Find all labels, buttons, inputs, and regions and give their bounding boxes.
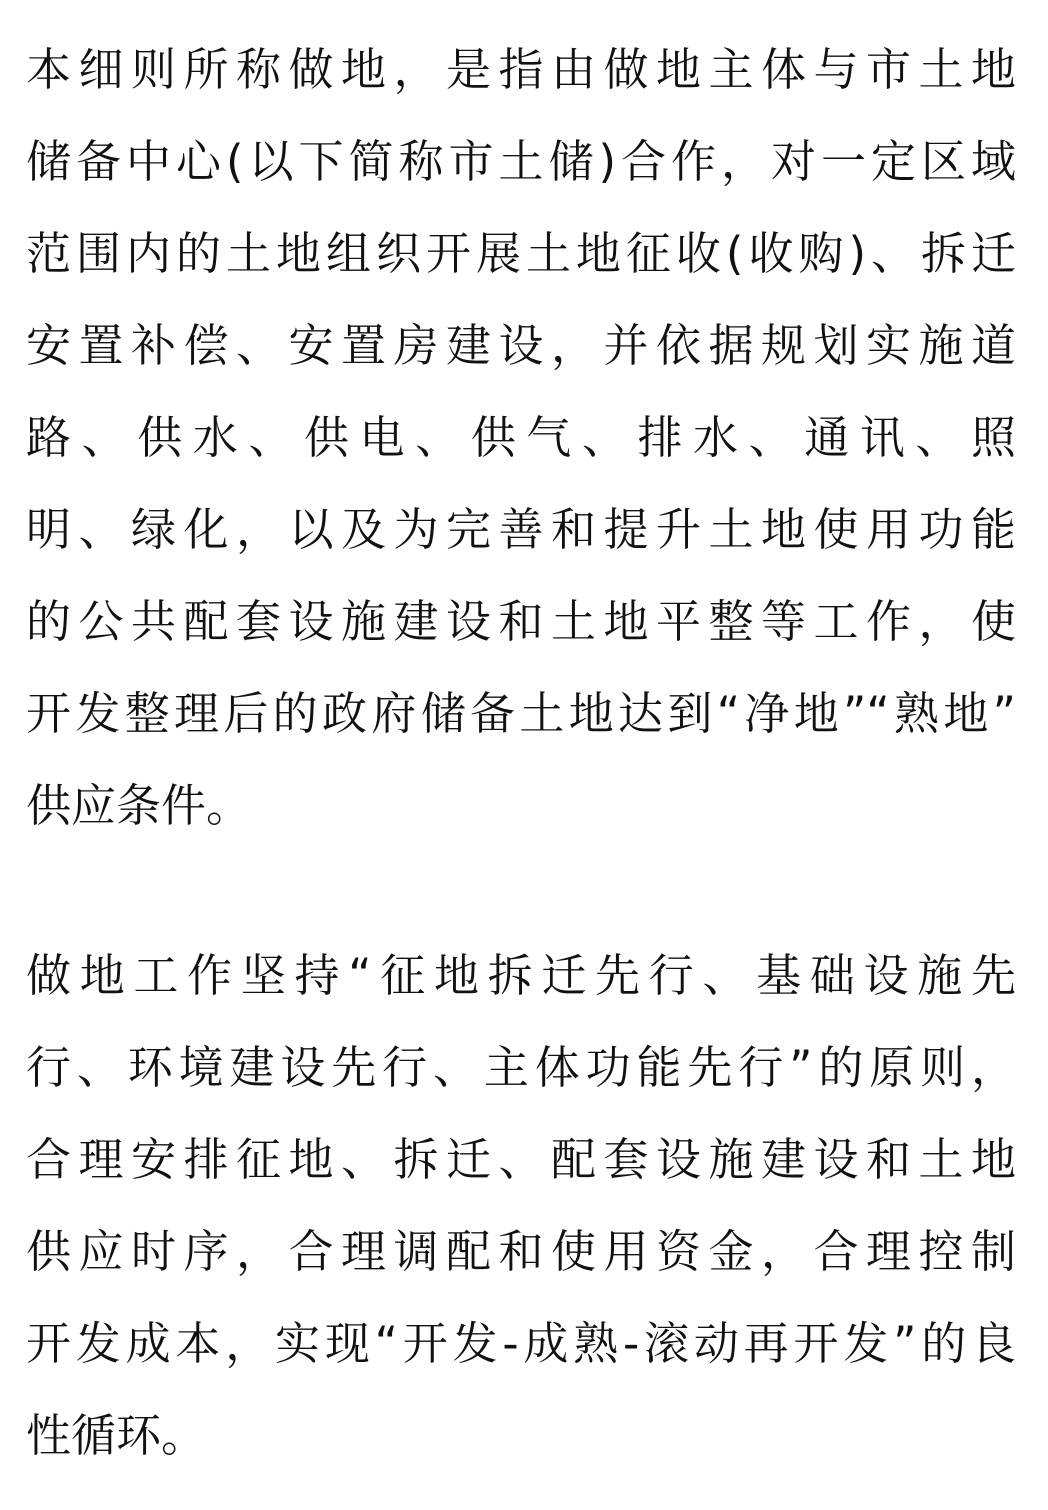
text-line: 储备中心(以下简称市土储)合作，对一定区域 — [26, 135, 1016, 188]
text-line: 供应条件。 — [26, 779, 252, 832]
text-line: 行、环境建设先行、主体功能先行”的原则， — [26, 1041, 1016, 1094]
paragraph-principles — [26, 930, 1016, 1482]
text-line: 路、供水、供电、供气、排水、通讯、照 — [26, 411, 1016, 464]
text-line: 安置补偿、安置房建设，并依据规划实施道 — [26, 319, 1016, 372]
text-line: 开发整理后的政府储备土地达到“净地”“熟地” — [26, 687, 1016, 740]
text-line: 本细则所称做地，是指由做地主体与市土地 — [26, 43, 1016, 96]
text-line: 的公共配套设施建设和土地平整等工作，使 — [26, 595, 1016, 648]
text-line: 明、绿化，以及为完善和提升土地使用功能 — [26, 503, 1016, 556]
text-line: 范围内的土地组织开展土地征收(收购)、拆迁 — [26, 227, 1016, 280]
paragraph-gap — [26, 852, 1016, 930]
text-line: 做地工作坚持“征地拆迁先行、基础设施先 — [26, 949, 1016, 1002]
text-line: 供应时序，合理调配和使用资金，合理控制 — [26, 1225, 1016, 1278]
text-line: 合理安排征地、拆迁、配套设施建设和土地 — [26, 1133, 1016, 1186]
paragraph-definition — [26, 24, 1016, 852]
article-body — [26, 24, 1016, 1482]
text-line: 性循环。 — [26, 1409, 207, 1462]
text-line: 开发成本，实现“开发-成熟-滚动再开发”的良 — [26, 1317, 1016, 1370]
